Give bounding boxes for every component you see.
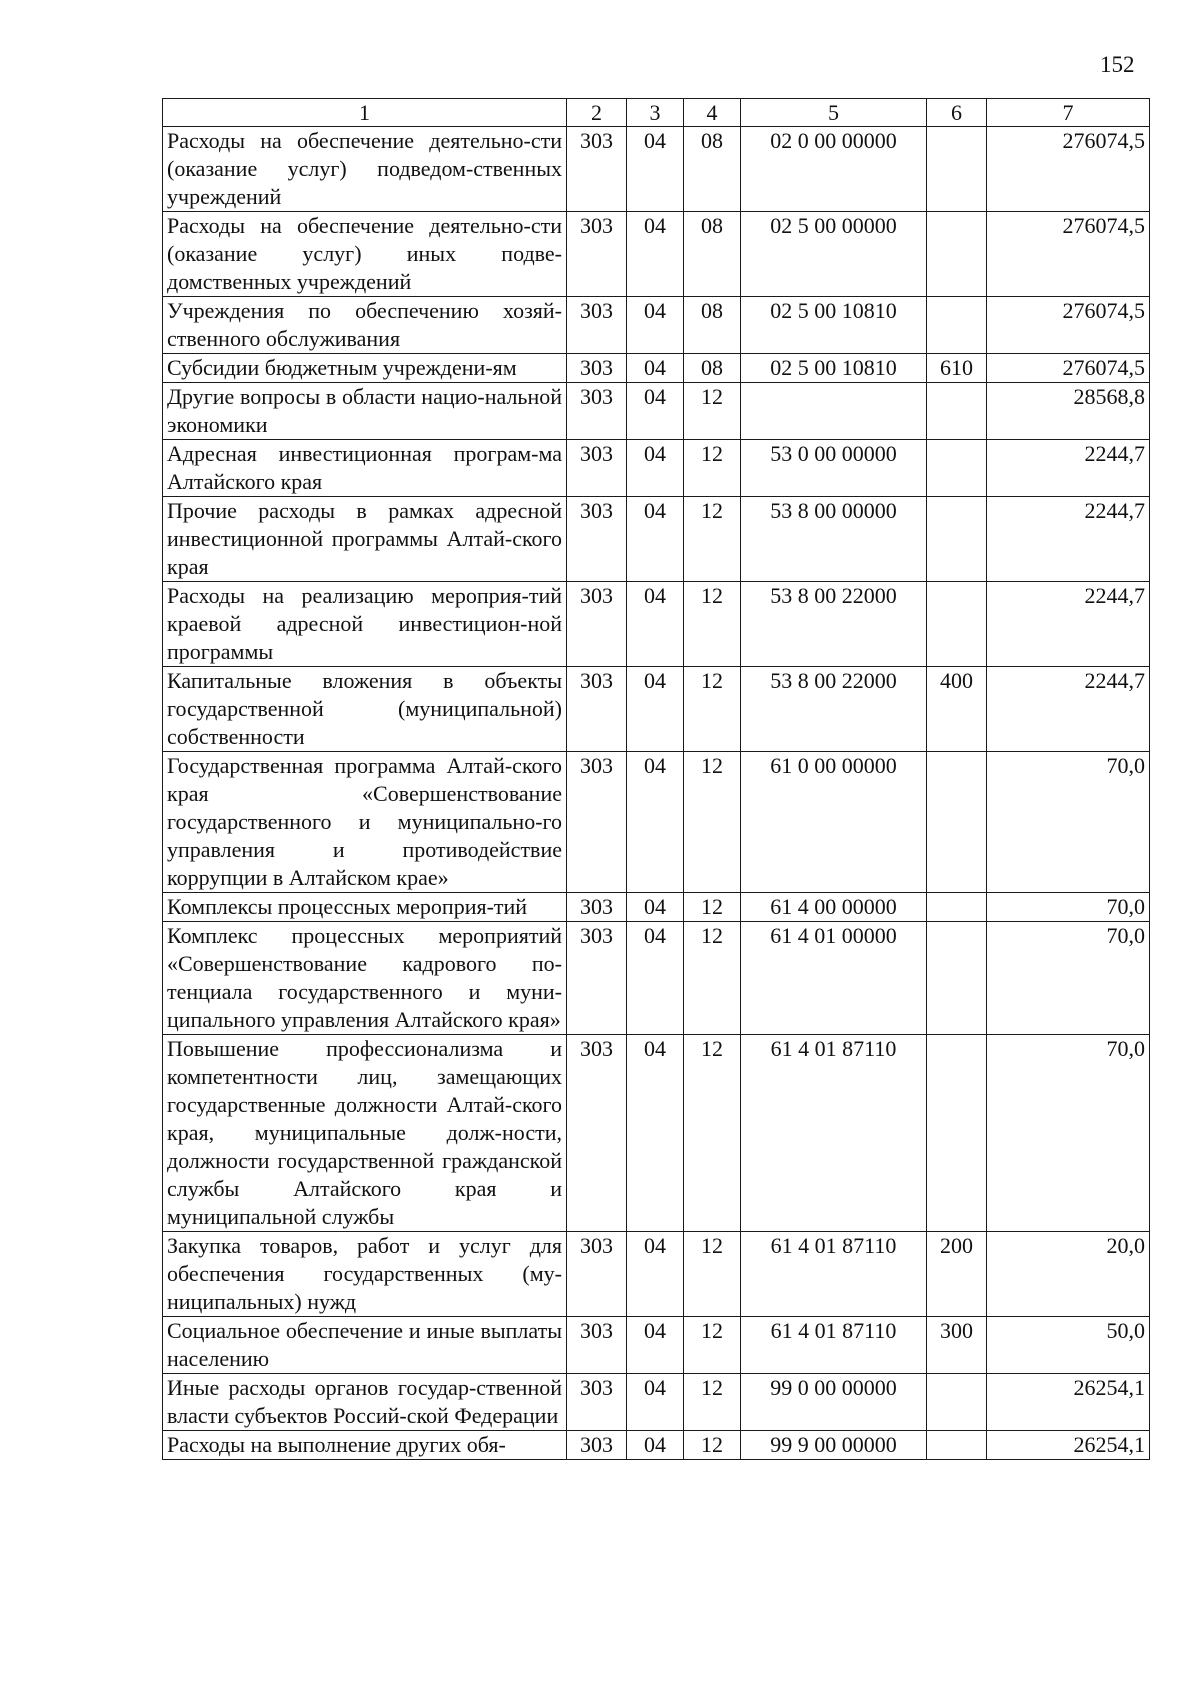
expense-item-name: Капитальные вложения в объекты государственной (муниципальной) собственности <box>163 667 567 752</box>
table-row <box>163 667 1150 752</box>
section-code: 04 <box>627 582 684 667</box>
header-row <box>163 99 1150 127</box>
column-header: 1 <box>163 99 567 127</box>
amount: 70,0 <box>987 1035 1150 1232</box>
target-article-code: 61 4 01 87110 <box>741 1317 927 1374</box>
expense-type-code: 400 <box>927 667 987 752</box>
expense-type-code <box>927 893 987 922</box>
target-article-code: 02 5 00 10810 <box>741 354 927 383</box>
admin-code: 303 <box>567 1035 627 1232</box>
section-code: 04 <box>627 1232 684 1317</box>
amount: 276074,5 <box>987 297 1150 354</box>
section-code: 04 <box>627 1035 684 1232</box>
target-article-code: 99 9 00 00000 <box>741 1431 927 1460</box>
admin-code: 303 <box>567 297 627 354</box>
target-article-code: 61 4 00 00000 <box>741 893 927 922</box>
amount: 2244,7 <box>987 582 1150 667</box>
table-row <box>163 1317 1150 1374</box>
table-row <box>163 497 1150 582</box>
expense-type-code <box>927 1431 987 1460</box>
subsection-code: 12 <box>684 1035 741 1232</box>
amount: 20,0 <box>987 1232 1150 1317</box>
expense-item-name: Расходы на обеспечение деятельно-сти (оказание услуг) иных подве-домственных учреждений <box>163 212 567 297</box>
expense-item-name: Расходы на выполнение других обя- <box>163 1431 567 1460</box>
table-row <box>163 383 1150 440</box>
subsection-code: 12 <box>684 497 741 582</box>
expense-item-name: Государственная программа Алтай-ского края «Совершенствование государственного и муниципально-го управления и противодействие коррупции в Алтайском крае» <box>163 752 567 893</box>
expense-type-code <box>927 297 987 354</box>
target-article-code: 61 4 01 87110 <box>741 1035 927 1232</box>
expense-item-name: Другие вопросы в области нацио-нальной экономики <box>163 383 567 440</box>
subsection-code: 12 <box>684 1232 741 1317</box>
subsection-code: 12 <box>684 1374 741 1431</box>
admin-code: 303 <box>567 1232 627 1317</box>
expense-type-code <box>927 1035 987 1232</box>
admin-code: 303 <box>567 1431 627 1460</box>
expense-type-code: 300 <box>927 1317 987 1374</box>
section-code: 04 <box>627 1374 684 1431</box>
subsection-code: 12 <box>684 893 741 922</box>
table-row <box>163 1431 1150 1460</box>
table-row <box>163 893 1150 922</box>
target-article-code: 53 8 00 22000 <box>741 582 927 667</box>
subsection-code: 12 <box>684 1431 741 1460</box>
amount: 276074,5 <box>987 354 1150 383</box>
section-code: 04 <box>627 354 684 383</box>
table-row <box>163 582 1150 667</box>
expense-item-name: Адресная инвестиционная програм-ма Алтайского края <box>163 440 567 497</box>
amount: 28568,8 <box>987 383 1150 440</box>
target-article-code: 53 8 00 00000 <box>741 497 927 582</box>
admin-code: 303 <box>567 212 627 297</box>
amount: 70,0 <box>987 893 1150 922</box>
amount: 2244,7 <box>987 667 1150 752</box>
column-header: 2 <box>567 99 627 127</box>
subsection-code: 12 <box>684 667 741 752</box>
column-header: 7 <box>987 99 1150 127</box>
expense-item-name: Комплексы процессных мероприя-тий <box>163 893 567 922</box>
section-code: 04 <box>627 212 684 297</box>
amount: 2244,7 <box>987 440 1150 497</box>
target-article-code: 02 5 00 00000 <box>741 212 927 297</box>
expense-type-code <box>927 383 987 440</box>
target-article-code: 02 0 00 00000 <box>741 127 927 212</box>
section-code: 04 <box>627 383 684 440</box>
subsection-code: 12 <box>684 752 741 893</box>
expense-item-name: Расходы на обеспечение деятельно-сти (оказание услуг) подведом-ственных учреждений <box>163 127 567 212</box>
section-code: 04 <box>627 1317 684 1374</box>
target-article-code: 99 0 00 00000 <box>741 1374 927 1431</box>
section-code: 04 <box>627 893 684 922</box>
subsection-code: 12 <box>684 582 741 667</box>
expense-type-code <box>927 582 987 667</box>
admin-code: 303 <box>567 354 627 383</box>
admin-code: 303 <box>567 752 627 893</box>
target-article-code: 02 5 00 10810 <box>741 297 927 354</box>
amount: 276074,5 <box>987 127 1150 212</box>
table-row <box>163 212 1150 297</box>
amount: 26254,1 <box>987 1374 1150 1431</box>
amount: 70,0 <box>987 922 1150 1035</box>
admin-code: 303 <box>567 893 627 922</box>
admin-code: 303 <box>567 1374 627 1431</box>
expense-type-code <box>927 752 987 893</box>
admin-code: 303 <box>567 922 627 1035</box>
expense-item-name: Социальное обеспечение и иные выплаты населению <box>163 1317 567 1374</box>
subsection-code: 12 <box>684 383 741 440</box>
expense-type-code <box>927 922 987 1035</box>
admin-code: 303 <box>567 440 627 497</box>
section-code: 04 <box>627 497 684 582</box>
expense-type-code <box>927 127 987 212</box>
admin-code: 303 <box>567 582 627 667</box>
subsection-code: 12 <box>684 922 741 1035</box>
expense-type-code <box>927 1374 987 1431</box>
section-code: 04 <box>627 922 684 1035</box>
table-row <box>163 127 1150 212</box>
expense-type-code: 610 <box>927 354 987 383</box>
amount: 26254,1 <box>987 1431 1150 1460</box>
subsection-code: 12 <box>684 440 741 497</box>
expense-type-code <box>927 212 987 297</box>
column-header: 4 <box>684 99 741 127</box>
column-header: 5 <box>741 99 927 127</box>
expense-item-name: Повышение профессионализма и компетентности лиц, замещающих государственные должности Алтай-ского края, муниципальные долж-ности, должности государственной гражданской службы Алтайского края и муниципальной службы <box>163 1035 567 1232</box>
subsection-code: 08 <box>684 127 741 212</box>
expense-item-name: Учреждения по обеспечению хозяй-ственного обслуживания <box>163 297 567 354</box>
section-code: 04 <box>627 1431 684 1460</box>
section-code: 04 <box>627 297 684 354</box>
section-code: 04 <box>627 667 684 752</box>
target-article-code: 61 4 01 87110 <box>741 1232 927 1317</box>
admin-code: 303 <box>567 127 627 212</box>
section-code: 04 <box>627 127 684 212</box>
amount: 50,0 <box>987 1317 1150 1374</box>
expense-item-name: Иные расходы органов государ-ственной власти субъектов Россий-ской Федерации <box>163 1374 567 1431</box>
expense-type-code <box>927 440 987 497</box>
target-article-code: 53 8 00 22000 <box>741 667 927 752</box>
amount: 70,0 <box>987 752 1150 893</box>
admin-code: 303 <box>567 497 627 582</box>
amount: 276074,5 <box>987 212 1150 297</box>
section-code: 04 <box>627 440 684 497</box>
admin-code: 303 <box>567 383 627 440</box>
expense-type-code <box>927 497 987 582</box>
expense-item-name: Закупка товаров, работ и услуг для обеспечения государственных (му-ниципальных) нужд <box>163 1232 567 1317</box>
page-number: 152 <box>1100 52 1135 77</box>
section-code: 04 <box>627 752 684 893</box>
table-row <box>163 354 1150 383</box>
table-row <box>163 440 1150 497</box>
admin-code: 303 <box>567 667 627 752</box>
column-header: 3 <box>627 99 684 127</box>
target-article-code: 53 0 00 00000 <box>741 440 927 497</box>
target-article-code: 61 0 00 00000 <box>741 752 927 893</box>
target-article-code <box>741 383 927 440</box>
subsection-code: 08 <box>684 297 741 354</box>
subsection-code: 08 <box>684 212 741 297</box>
expense-item-name: Расходы на реализацию мероприя-тий краевой адресной инвестицион-ной программы <box>163 582 567 667</box>
expense-item-name: Субсидии бюджетным учреждени-ям <box>163 354 567 383</box>
table-row <box>163 1035 1150 1232</box>
target-article-code: 61 4 01 00000 <box>741 922 927 1035</box>
table-row <box>163 297 1150 354</box>
subsection-code: 12 <box>684 1317 741 1374</box>
table-row <box>163 1232 1150 1317</box>
admin-code: 303 <box>567 1317 627 1374</box>
expense-item-name: Комплекс процессных мероприятий «Совершенствование кадрового по-тенциала государственного и муни-ципального управления Алтайского края» <box>163 922 567 1035</box>
column-header: 6 <box>927 99 987 127</box>
amount: 2244,7 <box>987 497 1150 582</box>
table-row <box>163 752 1150 893</box>
table-row <box>163 922 1150 1035</box>
budget-table <box>162 98 1150 1460</box>
table-row <box>163 1374 1150 1431</box>
expense-item-name: Прочие расходы в рамках адресной инвестиционной программы Алтай-ского края <box>163 497 567 582</box>
subsection-code: 08 <box>684 354 741 383</box>
expense-type-code: 200 <box>927 1232 987 1317</box>
